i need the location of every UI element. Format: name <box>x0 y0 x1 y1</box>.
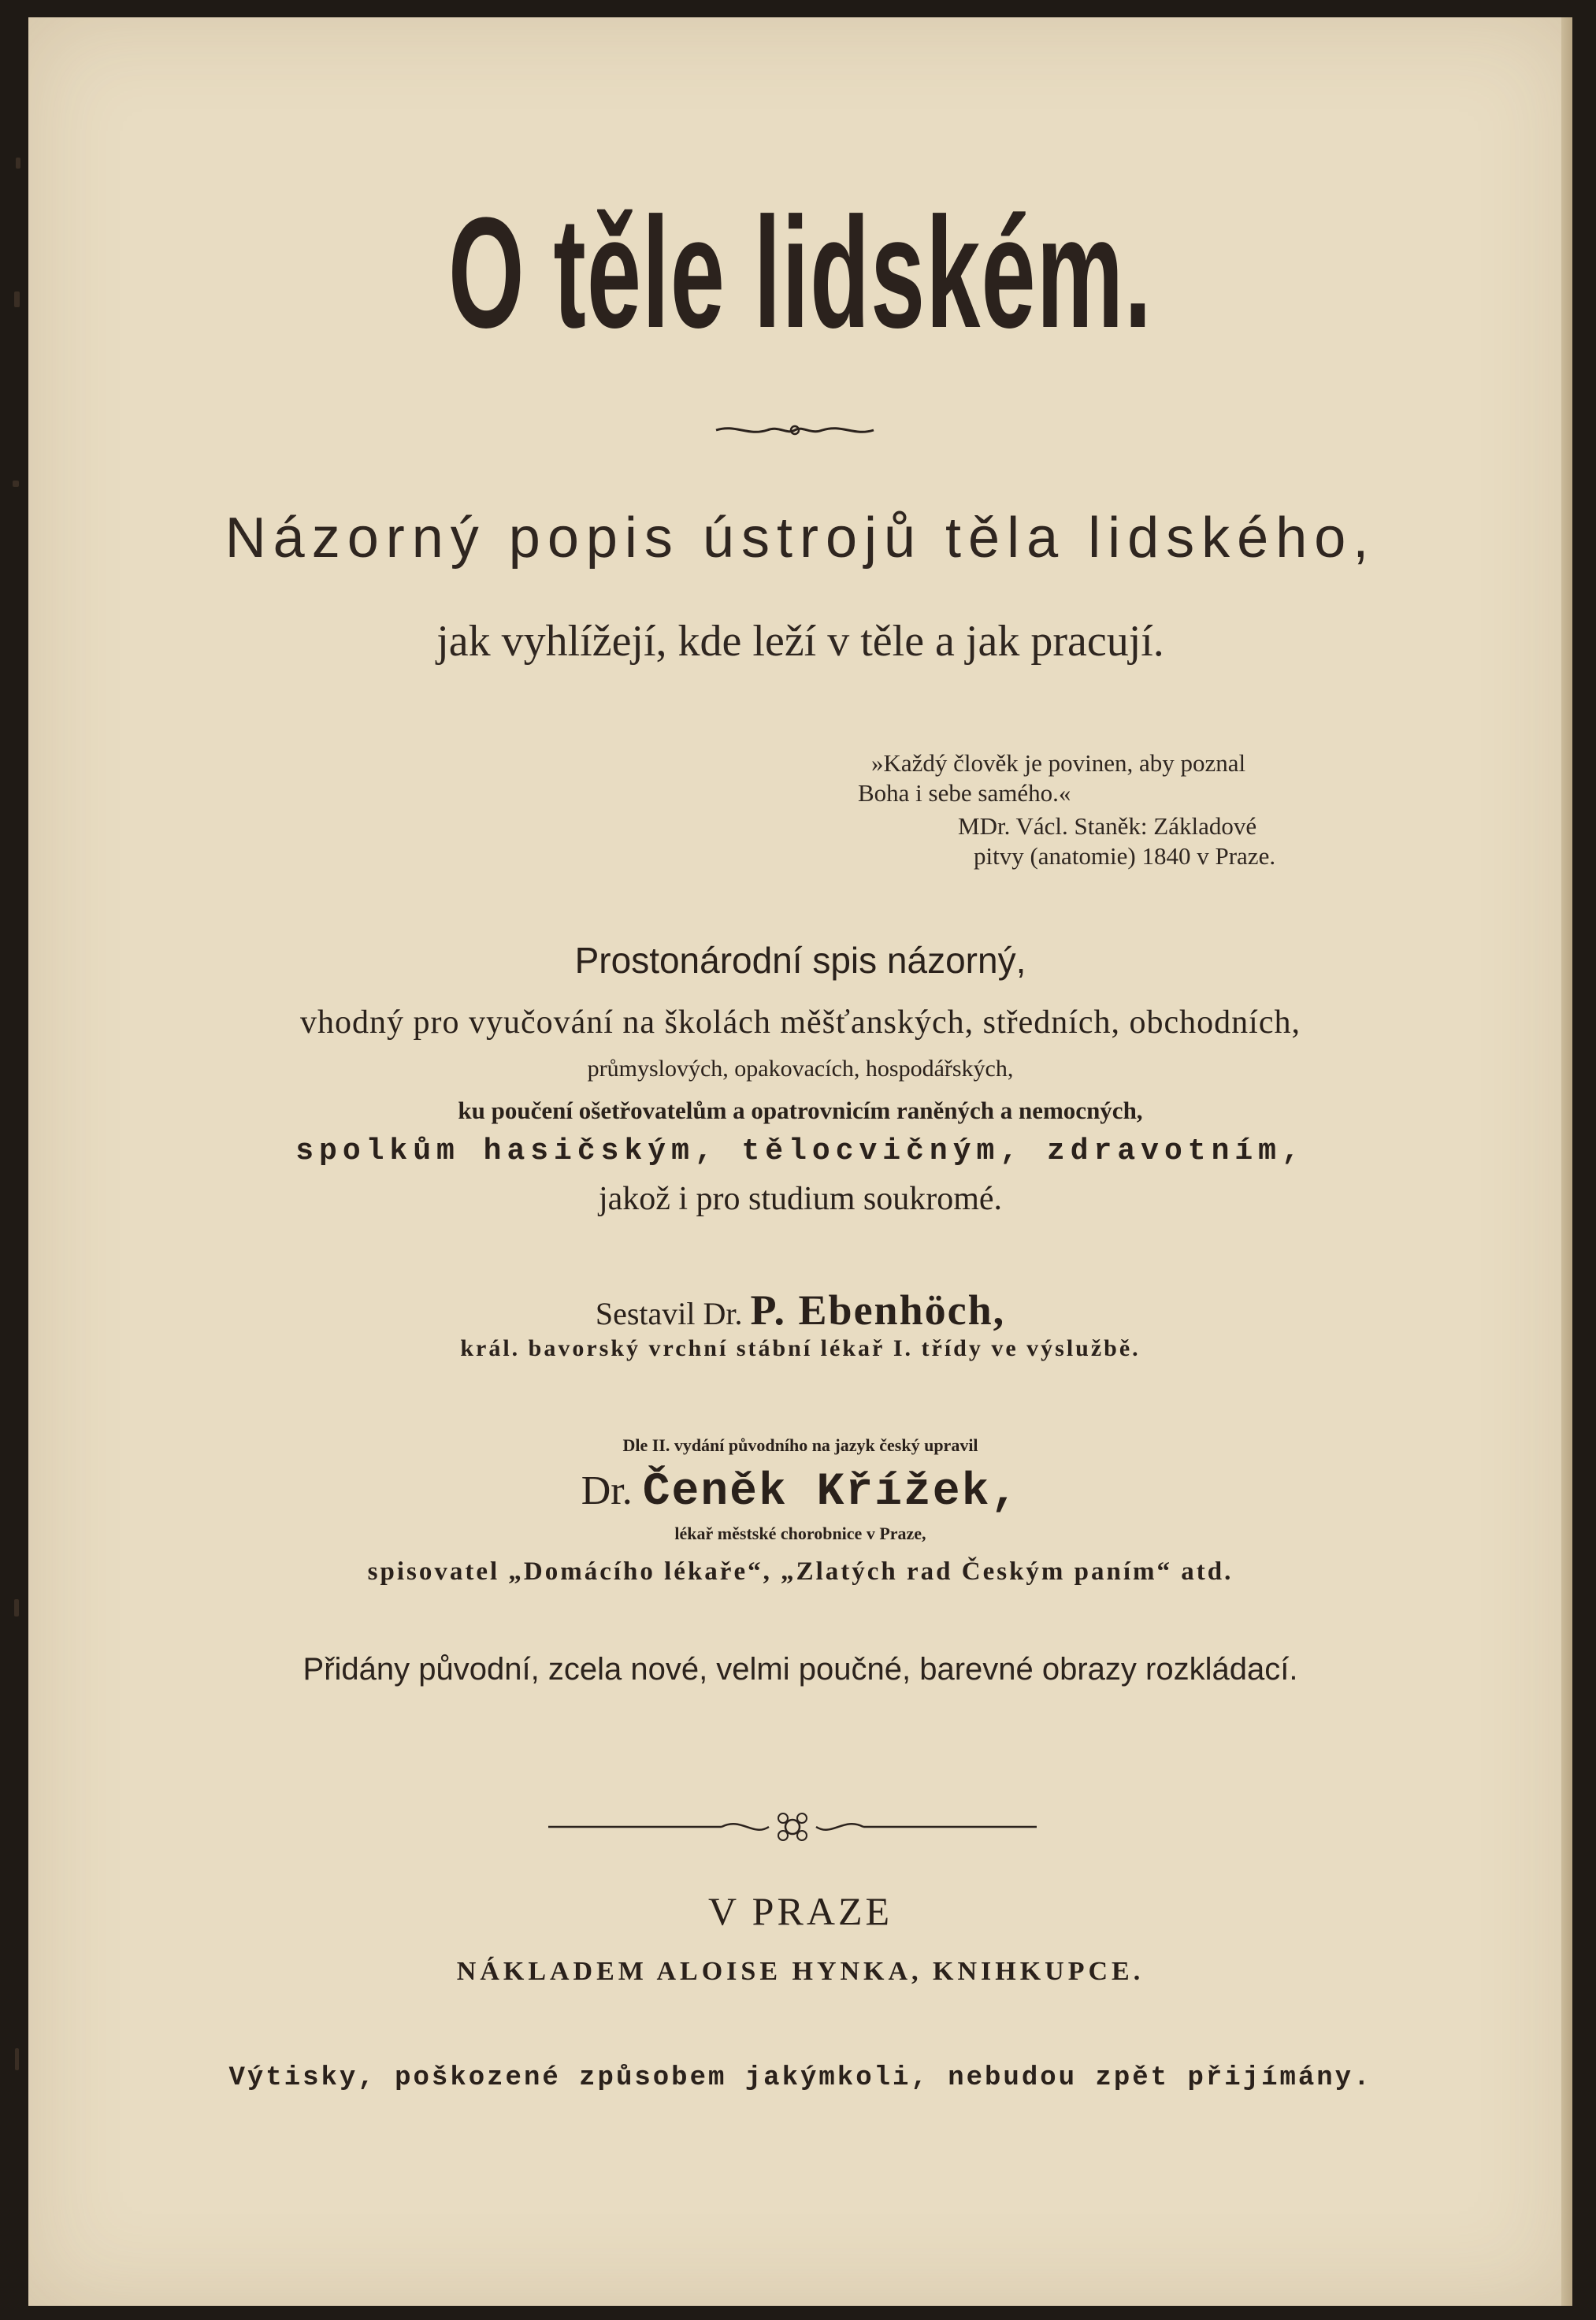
author-title: král. bavorský vrchní stábní lékař I. třídy ve výslužbě. <box>460 1335 1141 1361</box>
motto-line-1: »Každý člověk je povinen, aby poznal <box>871 749 1246 777</box>
publication-place: V PRAZE <box>707 1889 893 1933</box>
spis-line-5: jakož i pro studium soukromé. <box>598 1181 1003 1217</box>
title-page <box>28 17 1572 2306</box>
author-line <box>28 1286 1572 1334</box>
publisher: NÁKLADEM ALOISE HYNKA, KNIHKUPCE. <box>456 1957 1145 1986</box>
spis-line-4: spolkům hasičským, tělocvičným, zdravotním, <box>295 1134 1305 1168</box>
page-mark <box>14 1599 19 1617</box>
subtitle-line-1: Názorný popis ústrojů těla lidského, <box>225 507 1376 570</box>
page-mark <box>14 291 20 307</box>
motto-line-4: pitvy (anatomie) 1840 v Praze. <box>974 842 1276 870</box>
author-prefix: Sestavil Dr. <box>595 1296 743 1331</box>
title-ornament <box>712 421 878 440</box>
spis-line-3: ku poučení ošetřovatelům a opatrovnicím raněných a nemocných, <box>458 1097 1143 1124</box>
motto-line-3: MDr. Václ. Staněk: Základové <box>958 812 1257 840</box>
author-name: P. Ebenhöch, <box>750 1286 1006 1334</box>
spis-line-2: průmyslových, opakovacích, hospodářských, <box>587 1056 1014 1082</box>
added-note: Přidány původní, zcela nové, velmi poučné, barevné obrazy rozkládací. <box>302 1652 1298 1687</box>
spis-title: Prostonárodní spis názorný, <box>574 940 1026 981</box>
translator-prefix: Dr. <box>581 1468 633 1513</box>
translation-note: Dle II. vydání původního na jazyk český upravil <box>622 1435 978 1455</box>
return-notice: Výtisky, poškozené způsobem jakýmkoli, nebudou zpět přijímány. <box>228 2063 1372 2093</box>
translator-works: spisovatel „Domácího lékaře“, „Zlatých rad Českým paním“ atd. <box>367 1557 1234 1586</box>
translator-line <box>28 1467 1572 1518</box>
divider-ornament <box>548 1807 1037 1847</box>
translator-role: lékař městské chorobnice v Praze, <box>674 1524 926 1543</box>
page-mark <box>16 158 20 169</box>
translator-name: Čeněk Křížek, <box>642 1467 1020 1518</box>
spis-line-1: vhodný pro vyučování na školách měšťanských, středních, obchodních, <box>299 1004 1301 1041</box>
page-mark <box>13 481 19 487</box>
page-mark <box>15 2048 19 2070</box>
motto-line-2: Boha i sebe samého.« <box>858 779 1071 807</box>
book-title: O těle lidském. <box>448 185 1152 361</box>
subtitle-line-2: jak vyhlížejí, kde leží v těle a jak pracují. <box>436 617 1164 666</box>
